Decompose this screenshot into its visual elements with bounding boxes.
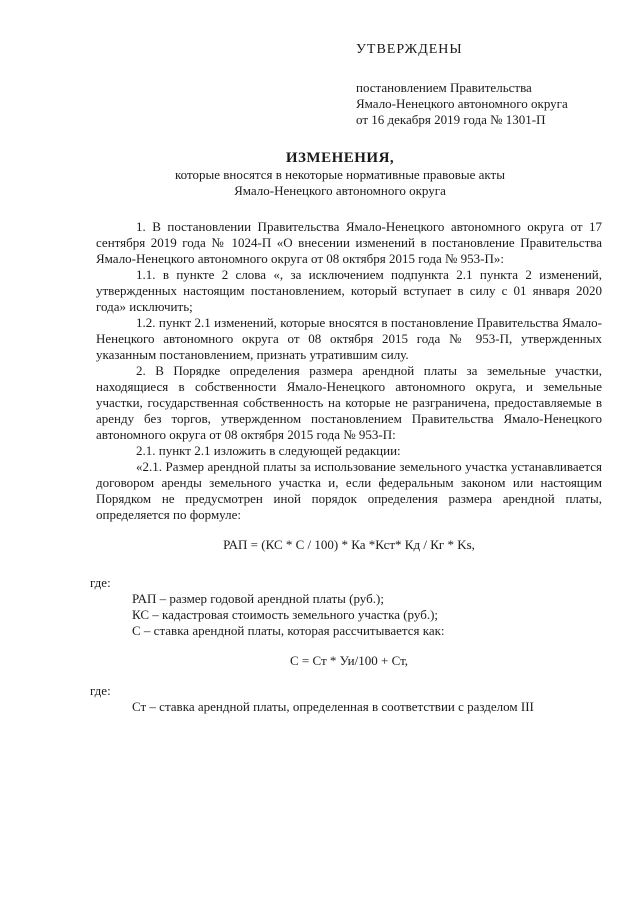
where-label: где:: [90, 683, 111, 698]
definition-line: КС – кадастровая стоимость земельного участка (руб.);: [132, 607, 439, 622]
paragraph-2: 2. В Порядке определения размера арендной платы за земельные участки, находящиеся в собственности Ямало-Ненецкого автономного округа, и земельные участки, государственная собственность на которые не разграничена, предоставляемые в аренду без торгов, утвержденном постановлением Правительства Ямало-Ненецкого автономного округа от 08 октября 2015 года № 953-П:: [96, 363, 602, 442]
approval-line: Ямало-Ненецкого автономного округа: [356, 96, 568, 111]
paragraph-1-2: 1.2. пункт 2.1 изменений, которые вносятся в постановление Правительства Ямало-Ненецкого автономного округа от 08 октября 2015 года № 953-П, утвержденных указанным постановлением, признать утратившим силу.: [96, 315, 602, 362]
document-title-block: [90, 150, 590, 199]
rate-formula: С = Ст * Уи/100 + Ст,: [289, 653, 409, 668]
definition-line: Ст – ставка арендной платы, определенная в соответствии с разделом III: [132, 699, 534, 714]
paragraph-2-1: 2.1. пункт 2.1 изложить в следующей редакции:: [136, 443, 401, 458]
rent-formula: РАП = (КС * С / 100) * Ка *Кст* Кд / Кг * Ks,: [223, 537, 475, 552]
approval-stamp: [356, 42, 626, 128]
where-label: где:: [90, 575, 111, 590]
approval-line: постановлением Правительства: [356, 80, 532, 95]
paragraph-1-1: 1.1. в пункте 2 слова «, за исключением подпункта 2.1 пункта 2 изменений, утвержденных настоящим постановлением, который вступает в силу с 01 января 2020 года» исключить;: [96, 267, 602, 314]
definition-line: РАП – размер годовой арендной платы (руб.);: [132, 591, 384, 606]
document-subtitle-line: Ямало-Ненецкого автономного округа: [234, 183, 446, 198]
approval-heading: УТВЕРЖДЕНЫ: [356, 42, 463, 57]
paragraph-2-1-text: «2.1. Размер арендной платы за использование земельного участка устанавливается договором аренды земельного участка и, если федеральным законом или настоящим Порядком не предусмотрен иной порядок определения размера арендной платы, определяется по формуле:: [96, 459, 602, 522]
approval-line: от 16 декабря 2019 года № 1301-П: [356, 112, 546, 127]
paragraph-1: 1. В постановлении Правительства Ямало-Ненецкого автономного округа от 17 сентября 2019 года № 1024-П «О внесении изменений в постановление Правительства Ямало-Ненецкого автономного округа от 08 октября 2015 года № 953-П»:: [96, 219, 602, 266]
document-title: ИЗМЕНЕНИЯ,: [285, 150, 395, 166]
document-subtitle-line: которые вносятся в некоторые нормативные правовые акты: [175, 167, 505, 182]
document-body: [90, 219, 602, 715]
definition-line: С – ставка арендной платы, которая рассчитывается как:: [132, 623, 445, 638]
